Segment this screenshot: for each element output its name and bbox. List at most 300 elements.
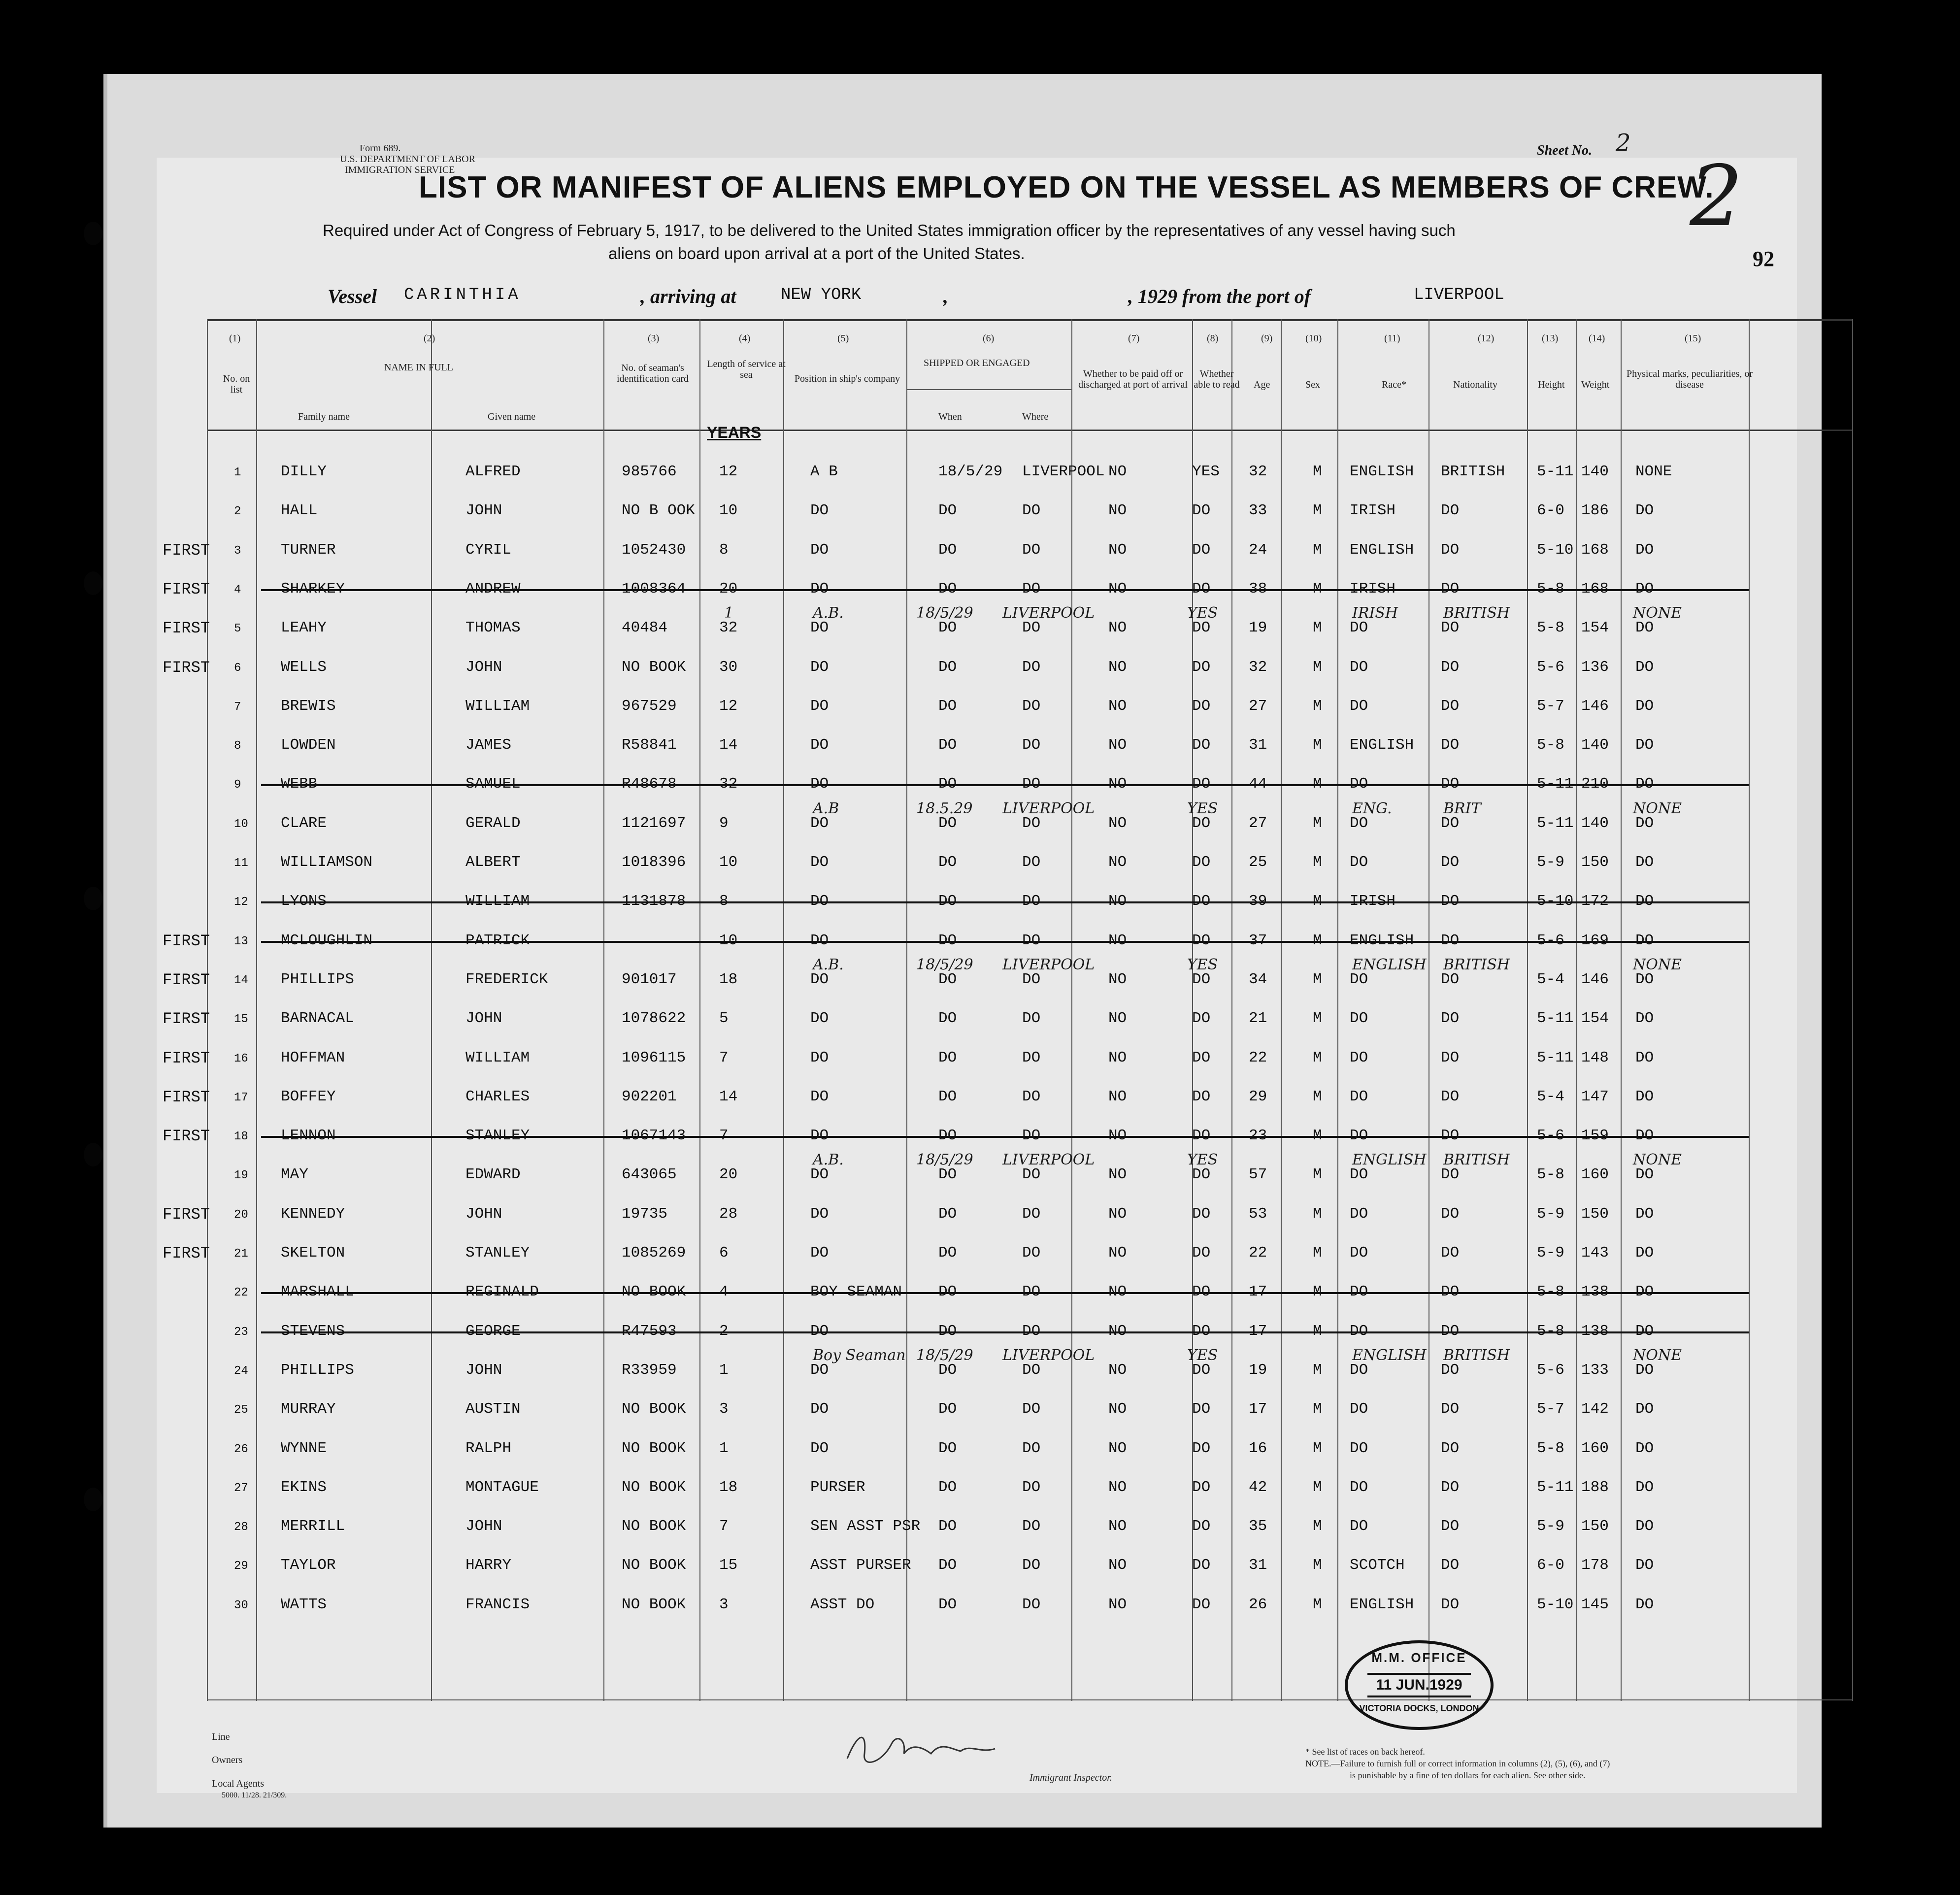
cell-weight: 168 [1581,541,1609,559]
cell-card: NO BOOK [622,1400,686,1418]
cell-family: LEAHY [281,619,327,637]
cell-no: 25 [234,1403,248,1417]
cell-sex: M [1313,1088,1322,1105]
cell-marks: DO [1635,1478,1654,1496]
column-divider [1428,319,1429,1701]
cell-marks: DO [1635,658,1654,676]
cell-age: 22 [1249,1244,1267,1262]
cell-position: DO [810,658,829,676]
cell-when: DO [938,970,957,988]
column-divider [1852,319,1853,1701]
handwritten-nat: BRITISH [1443,1346,1510,1364]
col-num-9: (9) [1261,333,1273,344]
margin-written-number: 2 [1690,148,1743,245]
cell-paid: NO [1108,1400,1127,1418]
inspector-signature [837,1724,1015,1778]
cell-race: ENGLISH [1350,1596,1414,1613]
cell-note: FIRST [163,1127,210,1146]
handwritten-position: A.B [813,799,839,817]
cell-family: MERRILL [281,1518,345,1535]
cell-given: THOMAS [465,619,521,637]
cell-sex: M [1313,1596,1322,1613]
cell-card: NO BOOK [622,1478,686,1496]
cell-paid: NO [1108,1166,1127,1184]
cell-card: NO BOOK [622,658,686,676]
cell-no: 23 [234,1325,248,1339]
cell-service: 12 [719,697,738,715]
cell-race: DO [1350,1478,1368,1496]
cell-sex: M [1313,1049,1322,1066]
cell-card: 1096115 [622,1049,686,1066]
cell-when: DO [938,1361,957,1379]
cell-note: FIRST [163,970,210,989]
cell-position: SEN ASST PSR [810,1518,921,1535]
cell-no: 12 [234,896,248,909]
cell-weight: 143 [1581,1244,1609,1262]
handwritten-race: ENGLISH [1352,1346,1427,1364]
cell-height: 5-4 [1537,970,1564,988]
cell-age: 53 [1249,1205,1267,1223]
vessel-label: Vessel [328,285,377,307]
cell-when: DO [938,814,957,832]
cell-race: DO [1350,1518,1368,1535]
cell-height: 5-8 [1537,736,1564,754]
cell-race: DO [1350,1439,1368,1457]
cell-sex: M [1313,502,1322,520]
cell-weight: 148 [1581,1049,1609,1066]
cell-where: DO [1022,619,1041,637]
cell-race: DO [1350,1205,1368,1223]
cell-nat: DO [1441,1049,1460,1066]
binder-hole [84,571,102,595]
cell-service: 3 [719,1400,729,1418]
cell-no: 24 [234,1364,248,1378]
cell-sex: M [1313,1400,1322,1418]
cell-read: DO [1192,541,1211,559]
cell-age: 32 [1249,658,1267,676]
cell-note: FIRST [163,931,210,950]
cell-height: 5-9 [1537,1518,1564,1535]
cell-read: DO [1192,1010,1211,1028]
cell-position: DO [810,541,829,559]
cell-no: 3 [234,544,241,558]
cell-no: 19 [234,1169,248,1183]
cell-paid: NO [1108,1049,1127,1066]
cell-weight: 150 [1581,1518,1609,1535]
cell-paid: NO [1108,814,1127,832]
cell-weight: 150 [1581,1205,1609,1223]
vessel-name: CARINTHIA [404,286,521,304]
cell-family: HOFFMAN [281,1049,345,1066]
handwritten-marks: NONE [1633,1151,1682,1169]
cell-service: 14 [719,1088,738,1105]
cell-note: FIRST [163,1010,210,1029]
cell-nat: DO [1441,1205,1460,1223]
cell-marks: DO [1635,854,1654,871]
col-num-5: (5) [837,333,849,344]
cell-where: DO [1022,1557,1041,1574]
column-divider [256,319,257,1701]
cell-given: JOHN [465,502,502,520]
cell-service: 12 [719,463,738,480]
cell-read: DO [1192,854,1211,871]
cell-marks: DO [1635,1205,1654,1223]
cell-no: 15 [234,1013,248,1027]
cell-race: ENGLISH [1350,541,1414,559]
handwritten-read: YES [1187,799,1218,817]
cell-age: 42 [1249,1478,1267,1496]
cell-age: 57 [1249,1166,1267,1184]
cell-read: DO [1192,814,1211,832]
cell-paid: NO [1108,463,1127,480]
cell-paid: NO [1108,502,1127,520]
column-divider [1231,319,1232,1701]
cell-nat: DO [1441,658,1460,676]
col-num-7: (7) [1128,333,1140,344]
stamp-top: M.M. OFFICE [1371,1650,1467,1665]
cell-age: 26 [1249,1596,1267,1613]
cell-weight: 186 [1581,502,1609,520]
cell-age: 21 [1249,1010,1267,1028]
cell-marks: DO [1635,1518,1654,1535]
col-num-1: (1) [229,333,241,344]
cell-marks: DO [1635,1557,1654,1574]
col-num-12: (12) [1478,333,1495,344]
cell-paid: NO [1108,1244,1127,1262]
cell-family: PHILLIPS [281,970,354,988]
col-num-8: (8) [1207,333,1219,344]
cell-age: 25 [1249,854,1267,871]
strike-through-line [261,589,1749,591]
cell-paid: NO [1108,1478,1127,1496]
cell-when: DO [938,736,957,754]
cell-race: DO [1350,1361,1368,1379]
cell-age: 27 [1249,814,1267,832]
col-num-6: (6) [983,333,995,344]
handwritten-position: Boy Seaman [813,1346,906,1364]
cell-marks: DO [1635,1439,1654,1457]
handwritten-nat: BRITISH [1443,956,1510,973]
cell-note: FIRST [163,619,210,638]
cell-family: BARNACAL [281,1010,354,1028]
cell-marks: DO [1635,1400,1654,1418]
cell-height: 5-8 [1537,1439,1564,1457]
column-divider [603,319,604,1701]
handwritten-position: A.B. [813,956,844,973]
cell-position: DO [810,1400,829,1418]
handwritten-marks: NONE [1633,604,1682,622]
cell-paid: NO [1108,970,1127,988]
header-no-on-list: No. on list [223,373,250,395]
handwritten-when: 18/5/29 [916,1346,973,1364]
cell-race: DO [1350,658,1368,676]
cell-age: 17 [1249,1400,1267,1418]
cell-paid: NO [1108,619,1127,637]
cell-position: DO [810,1049,829,1066]
cell-given: MONTAGUE [465,1478,539,1496]
column-divider [783,319,784,1701]
cell-nat: DO [1441,502,1460,520]
col-num-15: (15) [1685,333,1701,344]
cell-service: 14 [719,736,738,754]
cell-read: DO [1192,1557,1211,1574]
cell-note: FIRST [163,1205,210,1224]
cell-read: DO [1192,1166,1211,1184]
handwritten-race: IRISH [1352,604,1398,622]
cell-marks: DO [1635,1049,1654,1066]
cell-where: DO [1022,970,1041,988]
department-label: U.S. DEPARTMENT OF LABOR [340,154,475,165]
col-num-2: (2) [424,333,435,344]
table-top-rule [207,319,1852,321]
cell-no: 16 [234,1052,248,1065]
footer-line: Line [212,1731,230,1742]
handwritten-when: 18/5/29 [916,604,973,622]
cell-paid: NO [1108,697,1127,715]
cell-weight: 160 [1581,1166,1609,1184]
cell-no: 18 [234,1130,248,1144]
cell-family: BOFFEY [281,1088,336,1105]
header-bottom-rule [207,430,1852,431]
cell-age: 35 [1249,1518,1267,1535]
handwritten-where: LIVERPOOL [1002,1346,1095,1364]
cell-race: DO [1350,1049,1368,1066]
cell-nat: DO [1441,1518,1460,1535]
cell-where: DO [1022,1244,1041,1262]
header-id-card: No. of seaman's identification card [616,363,689,384]
arriving-port: NEW YORK [781,286,862,304]
strike-through-line [261,1331,1749,1333]
cell-height: 5-11 [1537,1049,1574,1066]
cell-given: FRANCIS [465,1596,530,1613]
handwritten-read: YES [1187,604,1218,622]
cell-read: DO [1192,1400,1211,1418]
cell-given: CYRIL [465,541,512,559]
cell-no: 4 [234,583,241,597]
cell-no: 8 [234,739,241,753]
cell-where: DO [1022,1596,1041,1613]
cell-marks: DO [1635,814,1654,832]
header-sex: Sex [1305,379,1320,390]
cell-when: DO [938,1596,957,1613]
cell-no: 28 [234,1521,248,1534]
handwritten-where: LIVERPOOL [1002,956,1095,973]
cell-where: DO [1022,854,1041,871]
cell-marks: DO [1635,1088,1654,1105]
cell-marks: DO [1635,970,1654,988]
cell-where: DO [1022,1400,1041,1418]
cell-given: JOHN [465,1010,502,1028]
cell-age: 32 [1249,463,1267,480]
cell-sex: M [1313,463,1322,480]
handwritten-nat: BRITISH [1443,604,1510,622]
cell-read: DO [1192,502,1211,520]
header-when: When [938,411,962,422]
cell-sex: M [1313,541,1322,559]
cell-marks: DO [1635,1244,1654,1262]
cell-card: 1121697 [622,814,686,832]
subtitle-line-2: aliens on board upon arrival at a port of the United States. [608,244,1025,263]
cell-weight: 188 [1581,1478,1609,1496]
cell-service: 30 [719,658,738,676]
header-race: Race* [1382,379,1406,390]
cell-height: 5-9 [1537,854,1564,871]
cell-age: 31 [1249,1557,1267,1574]
cell-family: DILLY [281,463,327,480]
cell-height: 5-11 [1537,1010,1574,1028]
cell-paid: NO [1108,854,1127,871]
cell-when: DO [938,619,957,637]
cell-sex: M [1313,1361,1322,1379]
header-weight: Weight [1581,379,1610,390]
cell-race: DO [1350,619,1368,637]
handwritten-marks: NONE [1633,799,1682,817]
cell-position: ASST DO [810,1596,875,1613]
handwritten-race: ENG. [1352,799,1392,817]
cell-where: DO [1022,1478,1041,1496]
cell-age: 19 [1249,1361,1267,1379]
cell-given: WILLIAM [465,697,530,715]
cell-service: 18 [719,970,738,988]
cell-paid: NO [1108,1088,1127,1105]
cell-marks: DO [1635,1361,1654,1379]
handwritten-marks: NONE [1633,1346,1682,1364]
cell-read: DO [1192,658,1211,676]
inspector-label: Immigrant Inspector. [1030,1772,1112,1783]
cell-read: DO [1192,1596,1211,1613]
cell-card: 967529 [622,697,677,715]
cell-nat: DO [1441,1557,1460,1574]
cell-where: DO [1022,1205,1041,1223]
cell-read: DO [1192,619,1211,637]
col-num-11: (11) [1384,333,1400,344]
cell-no: 1 [234,466,241,479]
cell-service: 10 [719,854,738,871]
cell-card: 19735 [622,1205,668,1223]
handwritten-race: ENGLISH [1352,1151,1427,1169]
footer-note-1: * See list of races on back hereof. [1305,1747,1425,1757]
cell-marks: DO [1635,1166,1654,1184]
strike-through-line [261,784,1749,786]
cell-when: DO [938,854,957,871]
cell-race: DO [1350,1244,1368,1262]
cell-sex: M [1313,658,1322,676]
cell-race: DO [1350,970,1368,988]
cell-weight: 150 [1581,854,1609,871]
date-comma: , [943,285,948,307]
cell-paid: NO [1108,1205,1127,1223]
cell-sex: M [1313,1518,1322,1535]
cell-no: 21 [234,1247,248,1261]
handwritten-read: YES [1187,1346,1218,1364]
cell-when: DO [938,1166,957,1184]
cell-when: DO [938,1010,957,1028]
cell-card: R58841 [622,736,677,754]
cell-height: 5-6 [1537,1361,1564,1379]
cell-paid: NO [1108,1518,1127,1535]
strike-through-line [261,1136,1749,1138]
cell-card: 1085269 [622,1244,686,1262]
cell-where: DO [1022,814,1041,832]
sheet-no-value: 2 [1616,129,1631,157]
cell-nat: DO [1441,1596,1460,1613]
header-physical: Physical marks, peculiarities, or disease [1626,368,1753,390]
cell-weight: 154 [1581,619,1609,637]
cell-family: MURRAY [281,1400,336,1418]
header-shipped: SHIPPED OR ENGAGED [924,358,1030,368]
header-where: Where [1022,411,1049,422]
footer-agents: Local Agents [212,1778,265,1789]
cell-position: DO [810,1439,829,1457]
cell-given: ALBERT [465,854,521,871]
cell-race: DO [1350,1010,1368,1028]
cell-given: FREDERICK [465,970,548,988]
header-height: Height [1538,379,1565,390]
header-length-service: Length of service at sea [707,359,786,380]
cell-race: DO [1350,697,1368,715]
cell-height: 5-11 [1537,814,1574,832]
cell-read: DO [1192,1205,1211,1223]
cell-given: HARRY [465,1557,512,1574]
cell-when: DO [938,541,957,559]
cell-weight: 145 [1581,1596,1609,1613]
cell-read: DO [1192,1088,1211,1105]
cell-service: 15 [719,1557,738,1574]
cell-card: 40484 [622,619,668,637]
cell-paid: NO [1108,736,1127,754]
cell-nat: BRITISH [1441,463,1505,480]
footer-note-3: is punishable by a fine of ten dollars for each alien. See other side. [1350,1770,1586,1780]
cell-height: 5-4 [1537,1088,1564,1105]
cell-paid: NO [1108,1361,1127,1379]
cell-nat: DO [1441,1439,1460,1457]
cell-service: 6 [719,1244,729,1262]
cell-note: FIRST [163,1088,210,1106]
cell-sex: M [1313,1244,1322,1262]
cell-where: LIVERPOOL [1022,463,1105,480]
stamp-bottom: VICTORIA DOCKS, LONDON [1359,1703,1479,1713]
office-stamp [1345,1640,1494,1730]
cell-position: PURSER [810,1478,865,1496]
form-number: Form 689. [360,143,401,154]
cell-when: DO [938,1244,957,1262]
cell-read: DO [1192,970,1211,988]
header-able-read: Whether able to read [1194,368,1240,390]
header-paid-off: Whether to be paid off or discharged at port of arrival [1078,368,1188,390]
cell-weight: 160 [1581,1439,1609,1457]
cell-nat: DO [1441,854,1460,871]
cell-position: DO [810,814,829,832]
cell-position: DO [810,1244,829,1262]
cell-when: DO [938,1400,957,1418]
cell-height: 6-0 [1537,502,1564,520]
cell-paid: NO [1108,658,1127,676]
cell-service: 1 [719,1439,729,1457]
cell-given: ALFRED [465,463,521,480]
cell-service: 32 [719,619,738,637]
cell-where: DO [1022,658,1041,676]
cell-nat: DO [1441,1088,1460,1105]
cell-position: ASST PURSER [810,1557,911,1574]
binder-hole [84,887,102,910]
cell-read: DO [1192,697,1211,715]
cell-paid: NO [1108,1596,1127,1613]
cell-weight: 142 [1581,1400,1609,1418]
cell-card: 1018396 [622,854,686,871]
cell-card: NO B OOK [622,502,695,520]
page-title: LIST OR MANIFEST OF ALIENS EMPLOYED ON THE VESSEL AS MEMBERS OF CREW. [419,170,1714,204]
col-num-3: (3) [648,333,660,344]
